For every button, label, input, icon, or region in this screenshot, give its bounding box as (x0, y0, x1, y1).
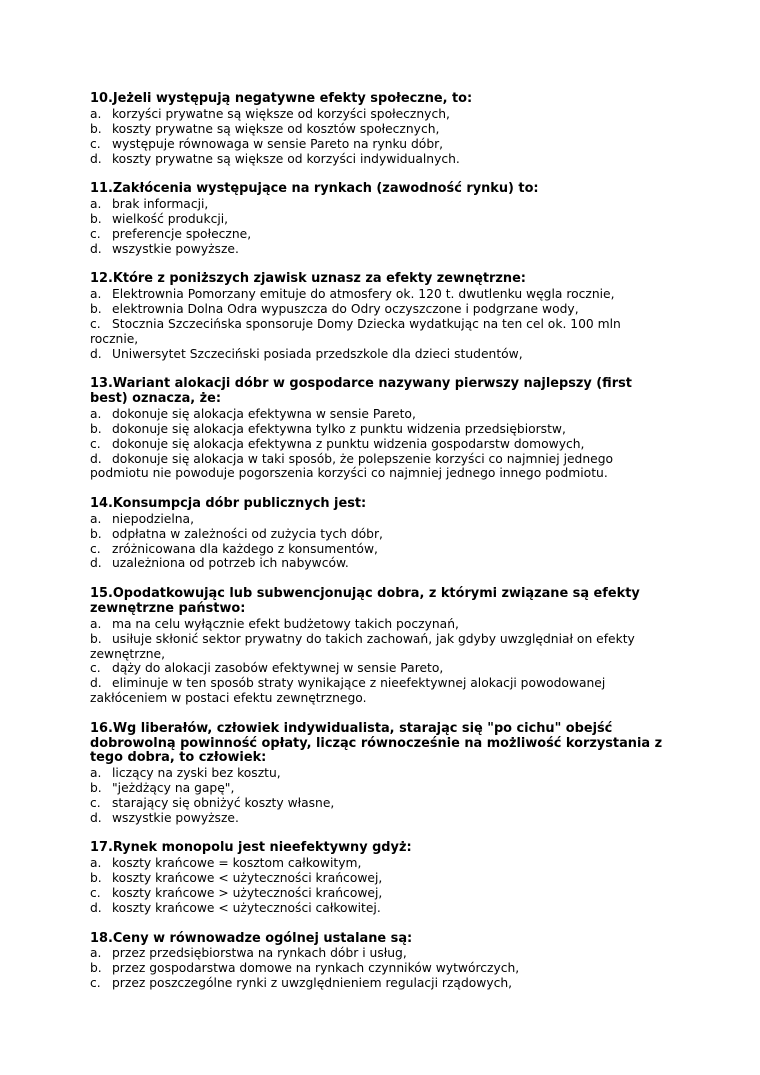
question-16 (90, 722, 670, 826)
option-letter: c. (90, 541, 101, 556)
option-letter: a. (90, 406, 102, 421)
answer-option (90, 152, 670, 167)
option-text: koszty krańcowe < użyteczności krańcowej, (112, 871, 383, 886)
question-17 (90, 841, 670, 916)
option-text: uzależniona od potrzeb ich nabywców. (112, 556, 349, 571)
question-title: 14.Konsumpcja dóbr publicznych jest: (90, 495, 367, 511)
question-15 (90, 587, 670, 706)
answer-option (90, 422, 670, 437)
option-letter: b. (90, 301, 102, 316)
answer-option (90, 617, 670, 632)
answer-option (90, 901, 670, 916)
answer-option (90, 781, 670, 796)
option-text: "jeżdżący na gapę", (112, 781, 235, 796)
option-text: występuje równowaga w sensie Pareto na rynku dóbr, (112, 136, 444, 151)
question-13 (90, 377, 670, 481)
option-letter: c. (90, 316, 101, 331)
option-text: odpłatna w zależności od zużycia tych dóbr, (112, 526, 383, 541)
option-letter: a. (90, 616, 102, 631)
option-text: przez przedsiębiorstwa na rynkach dóbr i usług, (112, 946, 407, 961)
answer-option (90, 871, 670, 886)
answer-option (90, 661, 670, 676)
option-letter: a. (90, 946, 102, 961)
option-text: Elektrownia Pomorzany emituje do atmosfery ok. 120 t. dwutlenku węgla rocznie, (112, 286, 615, 301)
option-letter: b. (90, 781, 102, 796)
option-letter: b. (90, 421, 102, 436)
option-text: ma na celu wyłącznie efekt budżetowy takich poczynań, (112, 616, 459, 631)
question-18 (90, 932, 670, 992)
answer-option (90, 107, 670, 122)
option-text: starający się obniżyć koszty własne, (112, 796, 335, 811)
option-text: elektrownia Dolna Odra wypuszcza do Odry oczyszczone i podgrzane wody, (112, 301, 579, 316)
answer-option (90, 856, 670, 871)
option-text: Stocznia Szczecińska sponsoruje Domy Dziecka wydatkując na ten cel ok. 100 mln rocznie, (90, 316, 621, 346)
option-text: dokonuje się alokacja w taki sposób, że polepszenie korzyści co najmniej jednego podmiotu nie powoduje pogorszenia korzyści co najmniej jednego innego podmiotu. (90, 451, 614, 481)
answer-option (90, 766, 670, 781)
option-letter: b. (90, 526, 102, 541)
option-letter: a. (90, 766, 102, 781)
option-letter: a. (90, 106, 102, 121)
question-title: 13.Wariant alokacji dóbr w gospodarce nazywany pierwszy najlepszy (first best) oznacza, że: (90, 376, 632, 406)
option-letter: d. (90, 901, 102, 916)
option-text: koszty prywatne są większe od korzyści indywidualnych. (112, 151, 460, 166)
option-text: koszty krańcowe > użyteczności krańcowej, (112, 886, 383, 901)
option-letter: d. (90, 811, 102, 826)
option-text: usiłuje skłonić sektor prywatny do takich zachowań, jak gdyby uwzględniał on efekty zewnętrzne, (90, 631, 635, 661)
option-letter: a. (90, 856, 102, 871)
option-text: eliminuje w ten sposób straty wynikające z nieefektywnej alokacji powodowanej zakłóceniem w postaci efektu zewnętrznego. (90, 676, 606, 706)
answer-option (90, 976, 670, 991)
option-letter: c. (90, 796, 101, 811)
answer-option (90, 961, 670, 976)
answer-option (90, 317, 670, 347)
question-title: 12.Które z poniższych zjawisk uznasz za efekty zewnętrzne: (90, 271, 526, 287)
answer-option (90, 452, 670, 482)
question-title: 18.Ceny w równowadze ogólnej ustalane są: (90, 930, 413, 946)
option-text: dokonuje się alokacja efektywna z punktu widzenia gospodarstw domowych, (112, 436, 585, 451)
answer-option (90, 122, 670, 137)
option-letter: b. (90, 961, 102, 976)
answer-option (90, 796, 670, 811)
option-letter: c. (90, 886, 101, 901)
option-letter: a. (90, 286, 102, 301)
question-title: 16.Wg liberałów, człowiek indywidualista, starając się "po cichu" obejść dobrowolną powinność opłaty, licząc równocześnie na możliwość korzystania z tego dobra, to człowiek: (90, 720, 663, 766)
option-text: koszty krańcowe < użyteczności całkowitej. (112, 901, 381, 916)
option-letter: c. (90, 226, 101, 241)
option-text: wielkość produkcji, (112, 211, 229, 226)
answer-option (90, 137, 670, 152)
option-text: przez poszczególne rynki z uwzględnieniem regulacji rządowych, (112, 976, 513, 991)
option-letter: b. (90, 871, 102, 886)
option-text: dąży do alokacji zasobów efektywnej w sensie Pareto, (112, 661, 444, 676)
option-letter: a. (90, 196, 102, 211)
answer-option (90, 197, 670, 212)
answer-option (90, 811, 670, 826)
answer-option (90, 527, 670, 542)
option-letter: d. (90, 451, 102, 466)
answer-option (90, 512, 670, 527)
option-text: preferencje społeczne, (112, 226, 252, 241)
option-letter: b. (90, 631, 102, 646)
option-text: koszty krańcowe = kosztom całkowitym, (112, 856, 362, 871)
answer-option (90, 437, 670, 452)
option-text: korzyści prywatne są większe od korzyści społecznych, (112, 106, 450, 121)
option-text: liczący na zyski bez kosztu, (112, 766, 281, 781)
option-letter: d. (90, 241, 102, 256)
option-letter: d. (90, 556, 102, 571)
option-letter: d. (90, 676, 102, 691)
option-letter: c. (90, 436, 101, 451)
option-text: koszty prywatne są większe od kosztów społecznych, (112, 121, 440, 136)
question-title: 17.Rynek monopolu jest nieefektywny gdyż: (90, 840, 412, 856)
question-title: 10.Jeżeli występują negatywne efekty społeczne, to: (90, 91, 473, 106)
option-letter: d. (90, 346, 102, 361)
option-text: dokonuje się alokacja efektywna tylko z punktu widzenia przedsiębiorstw, (112, 421, 566, 436)
answer-option (90, 407, 670, 422)
question-10 (90, 92, 670, 167)
option-letter: d. (90, 151, 102, 166)
option-letter: c. (90, 136, 101, 151)
answer-option (90, 227, 670, 242)
option-letter: b. (90, 211, 102, 226)
option-text: Uniwersytet Szczeciński posiada przedszkole dla dzieci studentów, (112, 346, 523, 361)
option-text: wszystkie powyższe. (112, 241, 239, 256)
option-text: przez gospodarstwa domowe na rynkach czynników wytwórczych, (112, 961, 520, 976)
option-text: niepodzielna, (112, 511, 195, 526)
answer-option (90, 676, 670, 706)
question-title: 15.Opodatkowując lub subwencjonując dobra, z którymi związane są efekty zewnętrzne państwo: (90, 585, 640, 616)
answer-option (90, 542, 670, 557)
option-text: zróżnicowana dla każdego z konsumentów, (112, 541, 378, 556)
answer-option (90, 886, 670, 901)
option-letter: a. (90, 511, 102, 526)
answer-option (90, 302, 670, 317)
option-letter: b. (90, 121, 102, 136)
answer-option (90, 347, 670, 362)
answer-option (90, 287, 670, 302)
answer-option (90, 242, 670, 257)
answer-option (90, 556, 670, 571)
answer-option (90, 632, 670, 662)
answer-option (90, 946, 670, 961)
question-11 (90, 182, 670, 257)
option-text: brak informacji, (112, 196, 209, 211)
option-letter: c. (90, 661, 101, 676)
question-title: 11.Zakłócenia występujące na rynkach (zawodność rynku) to: (90, 181, 539, 197)
question-14 (90, 497, 670, 572)
answer-option (90, 212, 670, 227)
question-12 (90, 272, 670, 361)
option-letter: c. (90, 976, 101, 991)
option-text: dokonuje się alokacja efektywna w sensie Pareto, (112, 406, 416, 421)
option-text: wszystkie powyższe. (112, 811, 239, 826)
